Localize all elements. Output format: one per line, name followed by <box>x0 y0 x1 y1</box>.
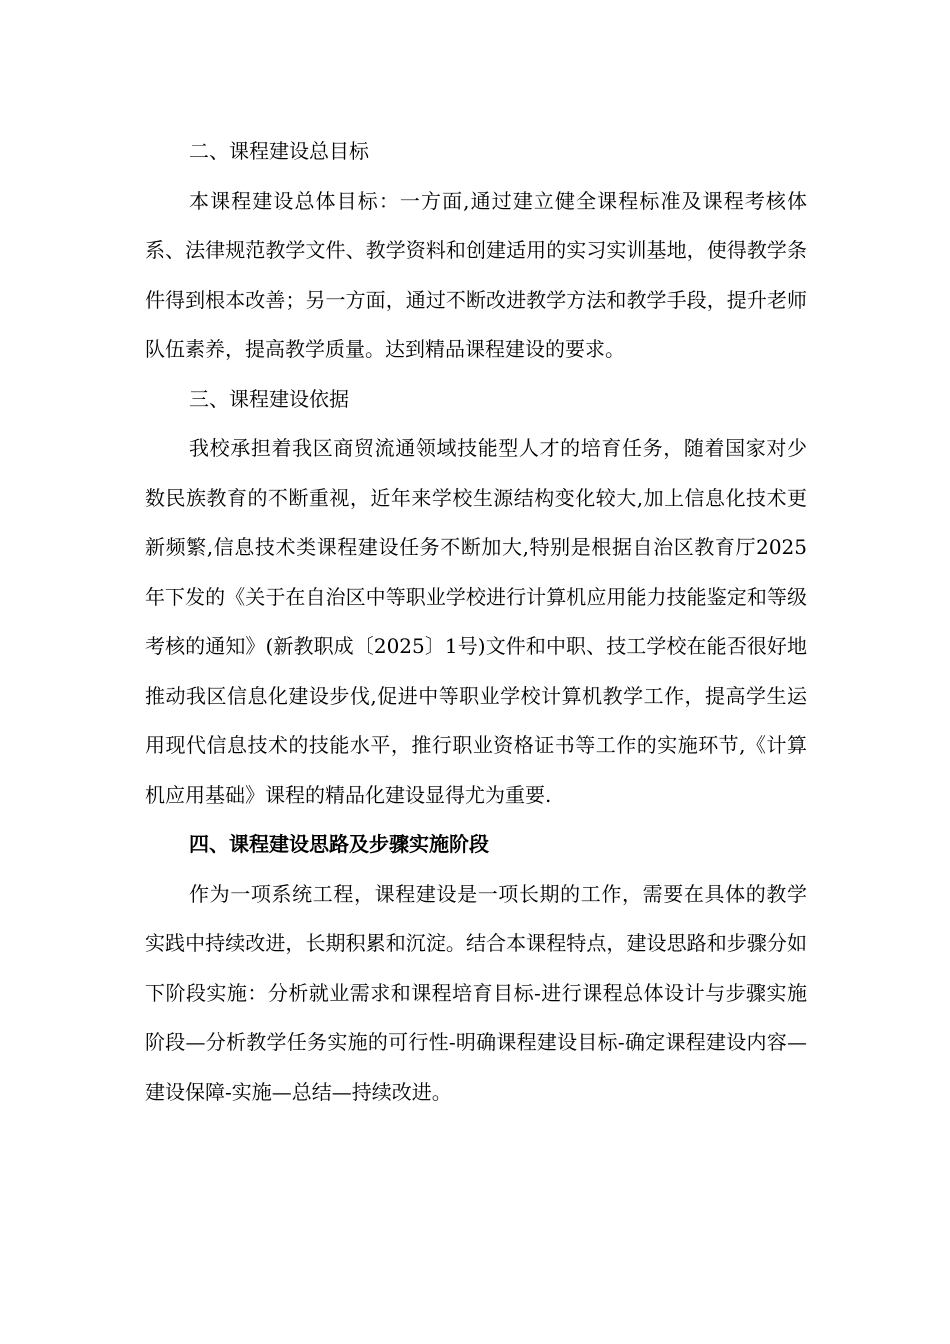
section-paragraph-basis: 我校承担着我区商贸流通领域技能型人才的培育任务，随着国家对少数民族教育的不断重视，近年来学校生源结构变化较大,加上信息化技术更新频繁,信息技术类课程建设任务不断加大,特别是根据自治区教育厅2025年下发的《关于在自治区中等职业学校进行计算机应用能力技能鉴定和等级考核的通知》(新教职成〔2025〕1号)文件和中职、技工学校在能否很好地推动我区信息化建设步伐,促进中等职业学校计算机教学工作，提高学生运用现代信息技术的技能水平，推行职业资格证书等工作的实施环节,《计算机应用基础》课程的精品化建设显得尤为重要. <box>145 436 807 807</box>
section-heading-basis: 三、课程建设依据 <box>189 386 349 411</box>
document-body <box>145 127 807 1117</box>
section-heading-approach: 四、课程建设思路及步骤实施阶段 <box>189 832 489 856</box>
section-paragraph-approach: 作为一项系统工程，课程建设是一项长期的工作，需要在具体的教学实践中持续改进，长期积累和沉淀。结合本课程特点，建设思路和步骤分如下阶段实施：分析就业需求和课程培育目标-进行课程总体设计与步骤实施阶段—分析教学任务实施的可行性-明确课程建设目标-确定课程建设内容—建设保障-实施—总结—持续改进。 <box>145 881 807 1104</box>
section-paragraph-goals: 本课程建设总体目标：一方面,通过建立健全课程标准及课程考核体系、法律规范教学文件、教学资料和创建适用的实习实训基地，使得教学条件得到根本改善；另一方面，通过不断改进教学方法和教学手段，提升老师队伍素养，提高教学质量。达到精品课程建设的要求。 <box>145 188 807 361</box>
section-heading-goals: 二、课程建设总目标 <box>189 139 369 163</box>
